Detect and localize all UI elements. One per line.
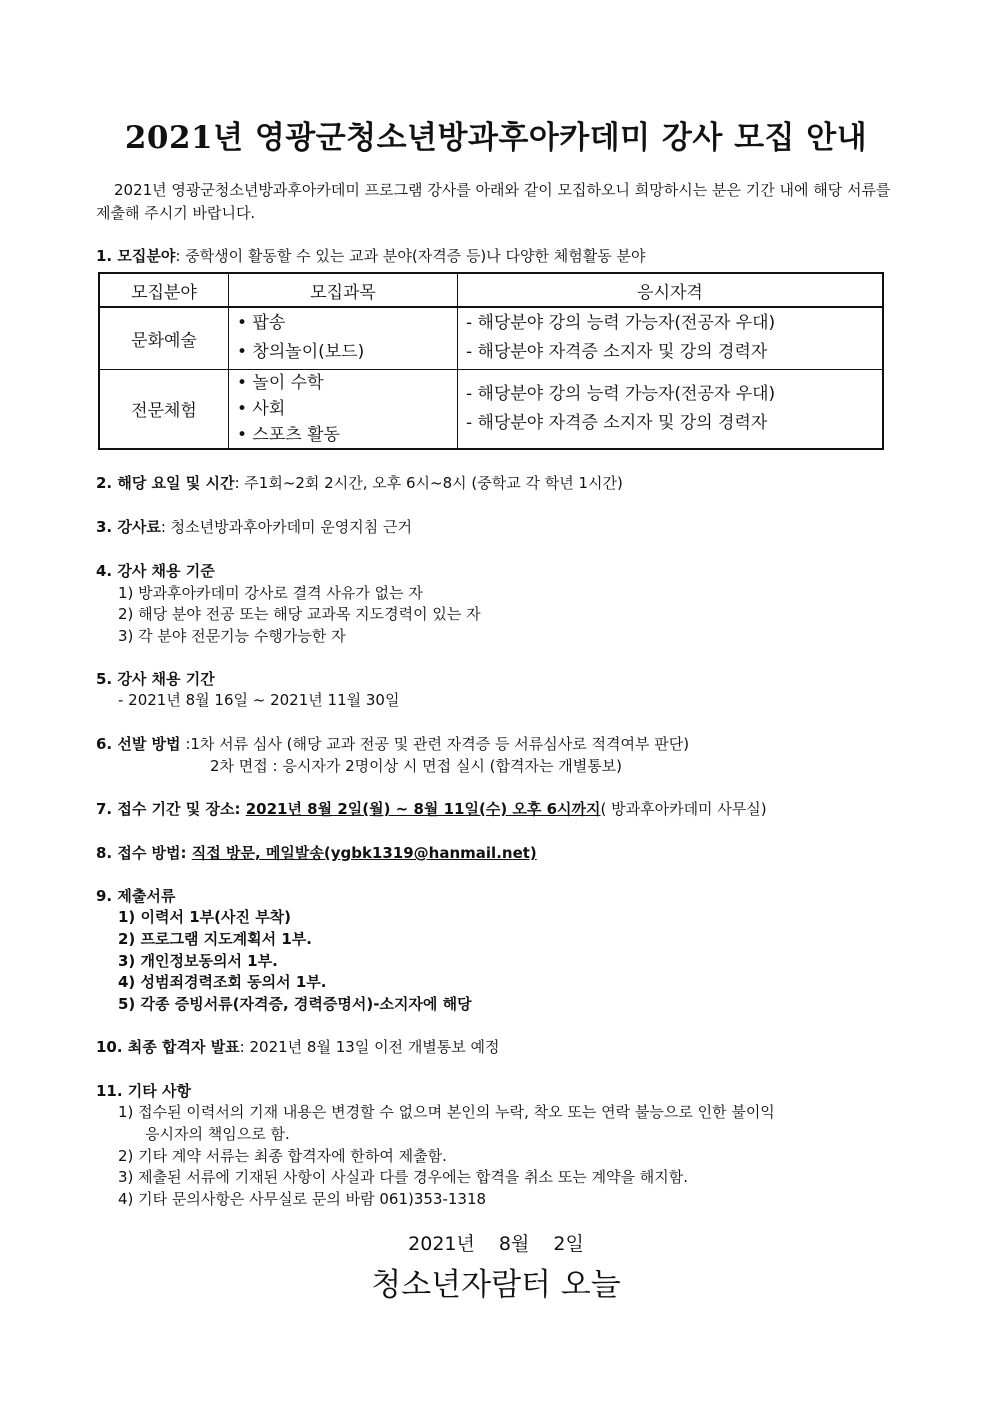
section-6 <box>96 733 689 755</box>
section-7-colon: : <box>234 800 246 818</box>
table-header-cell: 응시자격 <box>458 273 884 307</box>
subject-item: • 창의놀이(보드) <box>237 342 365 363</box>
list-item: 4) 기타 문의사항은 사무실로 문의 바람 061)353-1318 <box>118 1190 487 1208</box>
section-3 <box>96 516 412 538</box>
section-5-text: - 2021년 8월 16일 ~ 2021년 11월 30일 <box>118 691 400 709</box>
section-8-colon: : <box>180 844 192 862</box>
subject-item: • 놀이 수학 <box>237 372 324 393</box>
section-2-text: : 주1회~2회 2시간, 오후 6시~8시 (중학교 각 학년 1시간) <box>234 474 623 492</box>
section-8 <box>96 842 537 864</box>
section-6-line1: :1차 서류 심사 (해당 교과 전공 및 관련 자격증 등 서류심사로 적격여부 판단) <box>180 735 690 753</box>
list-item: 2) 해당 분야 전공 또는 해당 교과목 지도경력이 있는 자 <box>118 605 481 623</box>
section-1-label: 1. 모집분야 <box>96 247 176 265</box>
table-header-row <box>99 273 883 307</box>
list-item: 1) 이력서 1부(사진 부착) <box>118 908 292 926</box>
list-item: 1) 접수된 이력서의 기재 내용은 변경할 수 없으며 본인의 누락, 착오 또는 연락 불능으로 인한 불이익 <box>118 1103 775 1121</box>
issue-date: 2021년 8월 2일 <box>408 1233 584 1255</box>
list-item-continued: 응시자의 책임으로 함. <box>145 1125 290 1143</box>
section-8-label: 8. 접수 방법 <box>96 844 181 862</box>
section-6-line2: 2차 면접 : 응시자가 2명이상 시 면접 실시 (합격자는 개별통보) <box>210 757 623 775</box>
qualification-cell <box>458 369 884 449</box>
qualification-cell <box>458 307 884 369</box>
qualification-item: - 해당분야 자격증 소지자 및 강의 경력자 <box>466 342 768 363</box>
organization-name: 청소년자람터 오늘 <box>371 1267 621 1303</box>
section-11-heading: 11. 기타 사항 <box>96 1082 191 1100</box>
qualification-item: - 해당분야 강의 능력 가능자(전공자 우대) <box>466 383 776 404</box>
table-row <box>99 307 883 369</box>
subjects-cell <box>229 307 458 369</box>
subject-item: • 스포츠 활동 <box>237 424 340 445</box>
qualification-item: - 해당분야 강의 능력 가능자(전공자 우대) <box>466 313 776 334</box>
qualification-item: - 해당분야 자격증 소지자 및 강의 경력자 <box>466 412 768 433</box>
list-item: 2) 프로그램 지도계획서 1부. <box>118 930 312 948</box>
section-7-label: 7. 접수 기간 및 장소 <box>96 800 235 818</box>
category-cell: 전문체험 <box>99 369 229 449</box>
section-10-label: 10. 최종 합격자 발표 <box>96 1038 240 1056</box>
subject-item: • 사회 <box>237 398 286 419</box>
section-9-heading: 9. 제출서류 <box>96 887 176 905</box>
section-3-label: 3. 강사료 <box>96 518 161 536</box>
intro-paragraph: 2021년 영광군청소년방과후아카데미 프로그램 강사를 아래와 같이 모집하오니 희망하시는 분은 기간 내에 해당 서류를 제출해 주시기 바랍니다. <box>96 181 891 222</box>
list-item: 3) 각 분야 전문기능 수행가능한 자 <box>118 627 346 645</box>
table-row <box>99 369 883 449</box>
recruitment-table <box>98 272 884 450</box>
page-title: 2021년 영광군청소년방과후아카데미 강사 모집 안내 <box>124 120 868 156</box>
section-4-heading: 4. 강사 채용 기준 <box>96 562 215 580</box>
section-5-heading: 5. 강사 채용 기간 <box>96 670 215 688</box>
section-2 <box>96 472 623 494</box>
list-item: 4) 성범죄경력조회 동의서 1부. <box>118 973 327 991</box>
table-header-cell: 모집분야 <box>99 273 229 307</box>
subjects-cell <box>229 369 458 449</box>
table-header-cell: 모집과목 <box>229 273 458 307</box>
list-item: 2) 기타 계약 서류는 최종 합격자에 한하여 제출함. <box>118 1147 447 1165</box>
section-6-label: 6. 선발 방법 <box>96 735 181 753</box>
section-1-text: : 중학생이 활동할 수 있는 교과 분야(자격증 등)나 다양한 체험활동 분야 <box>175 247 646 265</box>
section-7-text: ( 방과후아카데미 사무실) <box>600 800 767 818</box>
section-7 <box>96 798 767 820</box>
list-item: 5) 각종 증빙서류(자격증, 경력증명서)-소지자에 해당 <box>118 995 472 1013</box>
section-1 <box>96 245 646 267</box>
section-10 <box>96 1036 500 1058</box>
section-7-emphasis: 2021년 8월 2일(월) ~ 8월 11일(수) 오후 6시까지 <box>245 800 601 818</box>
list-item: 3) 제출된 서류에 기재된 사항이 사실과 다를 경우에는 합격을 취소 또는 계약을 해지함. <box>118 1168 689 1186</box>
section-10-text: : 2021년 8월 13일 이전 개별통보 예정 <box>239 1038 500 1056</box>
list-item: 3) 개인정보동의서 1부. <box>118 952 278 970</box>
section-8-emphasis: 직접 방문, 메일발송(ygbk1319@hanmail.net) <box>191 844 537 862</box>
category-cell: 문화예술 <box>99 307 229 369</box>
section-3-text: : 청소년방과후아카데미 운영지침 근거 <box>160 518 413 536</box>
section-2-label: 2. 해당 요일 및 시간 <box>96 474 235 492</box>
subject-item: • 팝송 <box>237 313 286 334</box>
list-item: 1) 방과후아카데미 강사로 결격 사유가 없는 자 <box>118 584 423 602</box>
